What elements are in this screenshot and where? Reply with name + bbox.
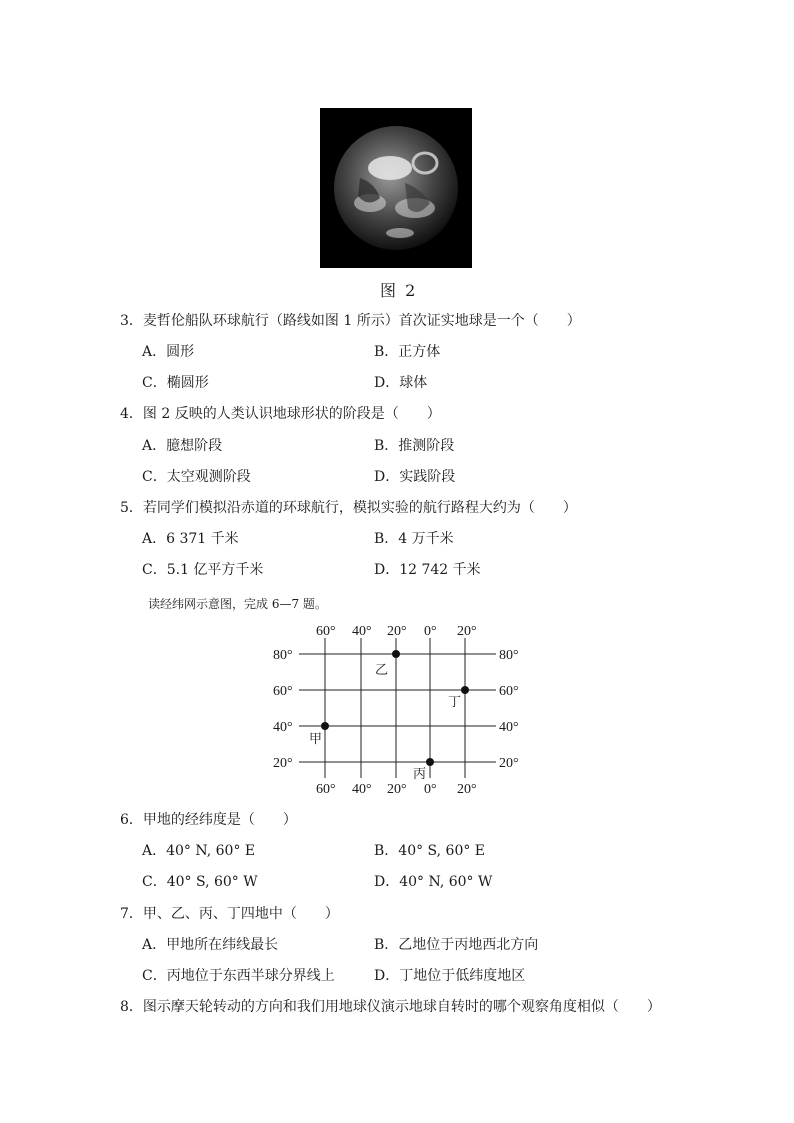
point-ding-marker: [461, 686, 469, 694]
top-lon-label: 60°: [316, 624, 336, 639]
question-3-option-d: D．球体: [374, 375, 428, 391]
question-6-option-c: C．40° S, 60° W: [142, 874, 258, 890]
right-lat-label: 80°: [499, 648, 519, 663]
figure-caption: 图 2: [380, 281, 418, 300]
right-lat-label: 40°: [499, 720, 519, 735]
question-5-option-d: D．12 742 千米: [374, 562, 481, 578]
left-lat-label: 80°: [273, 648, 293, 663]
question-3-option-a: A．圆形: [142, 344, 195, 360]
question-4-option-a: A．臆想阶段: [142, 438, 223, 454]
question-5-option-b: B．4 万千米: [374, 531, 454, 547]
point-ding-label: 丁: [448, 695, 462, 710]
question-5-option-a: A．6 371 千米: [142, 531, 239, 547]
question-8-stem: 8．图示摩天轮转动的方向和我们用地球仪演示地球自转时的哪个观察角度相似（ ）: [120, 999, 661, 1015]
question-3-option-c: C．椭圆形: [142, 375, 209, 391]
bottom-lon-label: 20°: [457, 782, 477, 797]
bottom-lon-label: 60°: [316, 782, 336, 797]
question-4-option-d: D．实践阶段: [374, 469, 456, 485]
question-6-stem: 6．甲地的经纬度是（ ）: [120, 812, 297, 828]
earth-globe-image: [320, 108, 472, 268]
question-7-option-a: A．甲地所在纬线最长: [142, 937, 279, 953]
question-6-option-d: D．40° N, 60° W: [374, 874, 493, 890]
question-4-stem: 4．图 2 反映的人类认识地球形状的阶段是（ ）: [120, 406, 441, 422]
intro-6-7: 读经纬网示意图，完成 6—7 题。: [148, 597, 327, 611]
point-bing-label: 丙: [413, 767, 427, 782]
earth-photo: [320, 108, 472, 268]
question-7-option-b: B．乙地位于丙地西北方向: [374, 937, 539, 953]
question-4-option-c: C．太空观测阶段: [142, 469, 251, 485]
question-3-option-b: B．正方体: [374, 344, 441, 360]
question-4-option-b: B．推测阶段: [374, 438, 455, 454]
left-lat-label: 20°: [273, 756, 293, 771]
left-lat-label: 60°: [273, 684, 293, 699]
question-5-option-c: C．5.1 亿平方千米: [142, 562, 264, 578]
point-jia-label: 甲: [309, 732, 323, 747]
question-5-stem: 5．若同学们模拟沿赤道的环球航行，模拟实验的航行路程大约为（ ）: [120, 500, 577, 516]
question-7-stem: 7．甲、乙、丙、丁四地中（ ）: [120, 906, 339, 922]
top-lon-label: 0°: [424, 624, 437, 639]
bottom-lon-label: 40°: [352, 782, 372, 797]
top-lon-label: 20°: [387, 624, 407, 639]
question-7-option-d: D．丁地位于低纬度地区: [374, 968, 526, 984]
top-lon-label: 20°: [457, 624, 477, 639]
bottom-lon-label: 0°: [424, 782, 437, 797]
latitude-longitude-grid: [268, 618, 528, 800]
right-lat-label: 20°: [499, 756, 519, 771]
question-7-option-c: C．丙地位于东西半球分界线上: [142, 968, 335, 984]
question-6-option-b: B．40° S, 60° E: [374, 843, 486, 859]
left-lat-label: 40°: [273, 720, 293, 735]
point-bing-marker: [426, 758, 434, 766]
point-yi-label: 乙: [375, 663, 389, 678]
bottom-lon-label: 20°: [387, 782, 407, 797]
top-lon-label: 40°: [352, 624, 372, 639]
question-3-stem: 3．麦哲伦船队环球航行（路线如图 1 所示）首次证实地球是一个（ ）: [120, 313, 581, 329]
right-lat-label: 60°: [499, 684, 519, 699]
point-yi-marker: [392, 650, 400, 658]
question-6-option-a: A．40° N, 60° E: [142, 843, 256, 859]
point-jia-marker: [321, 722, 329, 730]
